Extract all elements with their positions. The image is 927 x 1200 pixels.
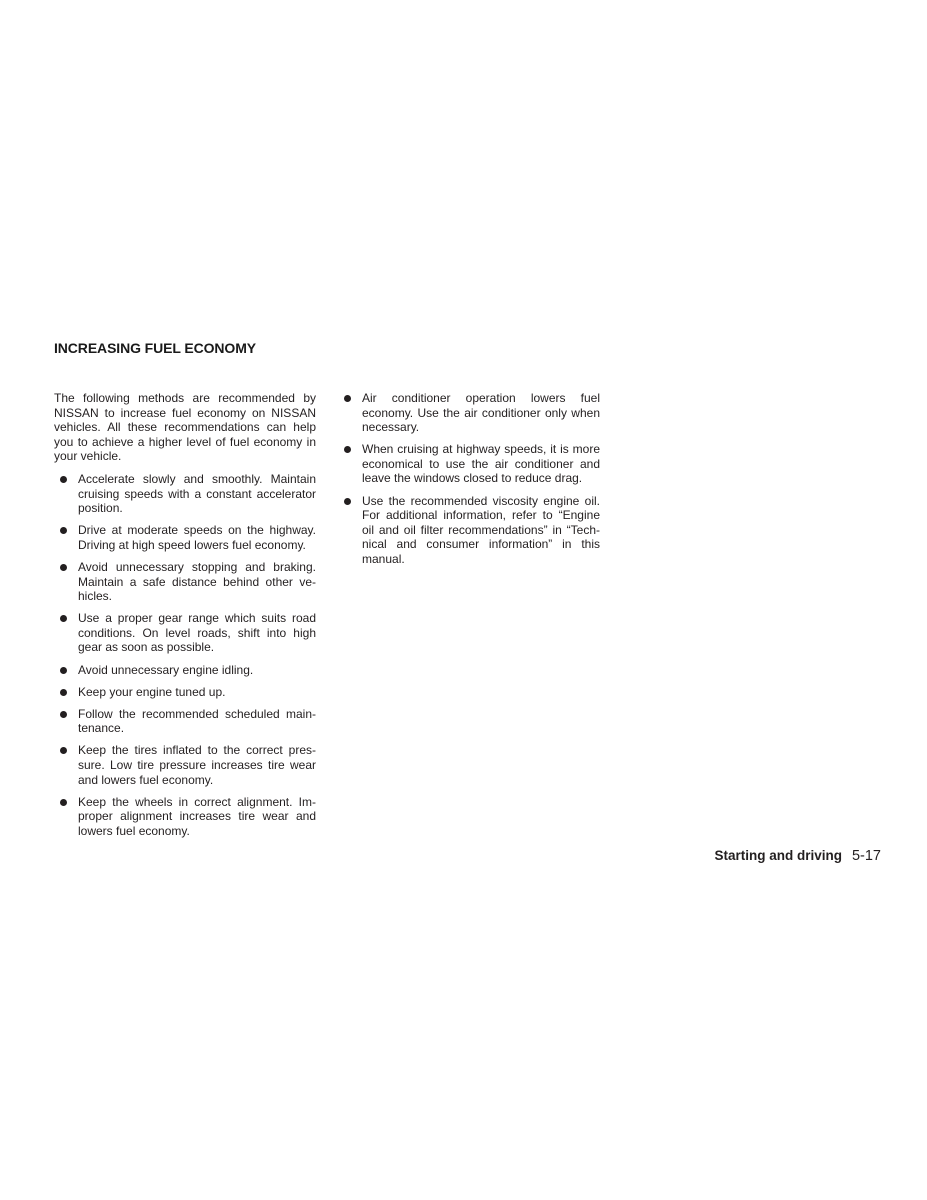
list-item [342,494,600,567]
bullet-icon [60,711,67,718]
list-item [54,560,316,604]
list-item [54,795,316,839]
bullet-icon [60,747,67,754]
bullet-icon [60,689,67,696]
list-item-text: Keep the tires inflated to the correct pres-sure. Low tire pressure increases tire wear and lowers fuel economy. [78,743,316,787]
bullet-icon [60,476,67,483]
bullet-icon [60,667,67,674]
bullet-icon [60,799,67,806]
footer-section-name: Starting and driving [714,848,842,863]
left-column [54,391,316,846]
list-item-text: Accelerate slowly and smoothly. Maintain cruising speeds with a constant accelerator position. [78,471,316,516]
list-item-text: Avoid unnecessary stopping and braking. Maintain a safe distance behind other ve-hicles. [78,559,316,604]
page-number: 5-17 [851,848,881,864]
list-item-text: Drive at moderate speeds on the highway. Driving at high speed lowers fuel economy. [78,523,316,552]
list-item [54,743,316,787]
list-item-text: Use the recommended viscosity engine oil. For additional information, refer to “Engine oil and oil filter recommendations” in “Tech-nical and consumer information” in this manual. [362,493,600,566]
list-item-text: Keep your engine tuned up. [78,684,226,699]
bullet-icon [344,395,351,402]
list-item-text: When cruising at highway speeds, it is more economical to use the air conditioner and leave the windows closed to reduce drag. [362,442,600,486]
list-item-text: Use a proper gear range which suits road conditions. On level roads, shift into high gear as soon as possible. [78,611,316,655]
bullet-icon [60,615,67,622]
list-item [342,391,600,435]
list-item-text: Avoid unnecessary engine idling. [78,662,254,677]
page-footer [714,848,881,864]
list-item [54,707,316,736]
bullet-icon [344,498,351,505]
section-title: INCREASING FUEL ECONOMY [54,340,257,356]
list-item [342,442,600,486]
intro-paragraph: The following methods are recommended by NISSAN to increase fuel economy on NISSAN vehicles. All these recommendations can help you to achieve a higher level of fuel economy in your vehicle. [54,391,316,464]
list-item-text: Air conditioner operation lowers fuel economy. Use the air conditioner only when necessary. [362,391,600,435]
left-bullet-list [54,472,316,838]
list-item [54,523,316,552]
list-item-text: Keep the wheels in correct alignment. Im-proper alignment increases tire wear and lowers fuel economy. [78,794,316,838]
right-bullet-list [342,391,600,567]
bullet-icon [60,564,67,571]
list-item-text: Follow the recommended scheduled main-tenance. [78,706,316,736]
list-item [54,685,316,700]
list-item [54,611,316,655]
list-item [54,472,316,516]
bullet-icon [344,446,351,453]
list-item [54,663,316,678]
bullet-icon [60,527,67,534]
right-column [342,391,600,574]
